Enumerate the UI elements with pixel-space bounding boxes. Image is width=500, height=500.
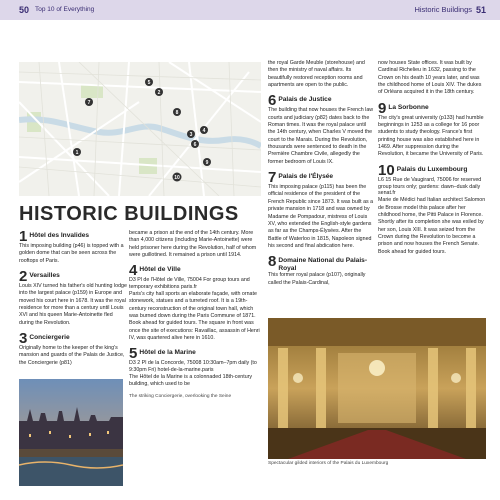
entry-title: Versailles xyxy=(29,272,60,280)
map-marker-2 xyxy=(155,88,163,96)
entry-body: Louis XIV turned his father's old hunting lodge into the largest palace (p159) in Europe and moved his court here in 1678. It was the royal residence for more than a century until Louis XVI and his queen Marie-Antoinette fled during the Revolution. xyxy=(19,283,127,326)
map-marker-9 xyxy=(203,158,211,166)
entry-2 xyxy=(19,270,127,327)
entry-number: 2 xyxy=(19,268,28,286)
continuation-8: now houses State offices. It was built by Cardinal Richelieu in 1632, passing to the Crown on his death 10 years later, and was the childhood home of Louis XIV. The dukes of Orléans acquired it in the 18th century. xyxy=(378,60,482,96)
luxembourg-caption: Spectacular gilded interiors of the Palais du Luxembourg xyxy=(268,461,389,466)
svg-text:8: 8 xyxy=(175,109,179,116)
map-marker-1 xyxy=(73,148,81,156)
svg-text:6: 6 xyxy=(193,141,197,148)
right-running-title: Historic Buildings xyxy=(414,5,472,14)
entry-body: This imposing palace (p115) has been the official residence of the president of the French Republic since 1873. It was built as a private mansion in 1718 and was owned by Madame de Pompadour, mistress of Louis XV, who extended the English-style gardens as far as the Champs-Élysées. After the Battle of Waterloo in 1815, Napoleon signed his second and final abdication here. xyxy=(268,184,374,249)
entry-body: This former royal palace (p107), originally called the Palais-Cardinal, xyxy=(268,272,366,286)
map-marker-8 xyxy=(173,108,181,116)
entry-body: Originally home to the keeper of the king's mansion and guards of the Palais de Justice, the Conciergerie (p81) xyxy=(19,345,125,366)
entry-title: Hôtel de la Marine xyxy=(139,349,196,357)
entry-info: D3 2 Pl de la Concorde, 75008 10:30am–7pm daily (to 9:30pm Fri) hotel-de-la-marine.paris xyxy=(129,360,257,374)
entry-body: The Hôtel de la Marine is a colonnaded 18th-century building, which used to be xyxy=(129,373,253,388)
entry-number: 8 xyxy=(268,253,277,271)
svg-text:7: 7 xyxy=(87,99,91,106)
map-marker-7 xyxy=(85,98,93,106)
map-marker-5 xyxy=(145,78,153,86)
entry-8 xyxy=(268,255,374,287)
entry-1 xyxy=(19,230,127,265)
entry-title: Hôtel des Invalides xyxy=(29,232,90,239)
map-marker-6 xyxy=(191,140,199,148)
luxembourg-photo xyxy=(268,318,486,459)
entry-title: Conciergerie xyxy=(29,334,70,342)
left-running-title: Top 10 of Everything xyxy=(35,6,95,13)
entry-body: The building that now houses the French law courts and judiciary (p82) dates back to the Roman times. It was the royal palace until the 14th century, when Charles V moved the court to the Marais. During the Revolution, thousands were sentenced to death in the Première Chambre Civile, allegedly the former bedroom of Louis IX. xyxy=(268,107,374,165)
map-marker-10 xyxy=(173,173,182,182)
conciergerie-caption: The striking Conciergerie, overlooking the Seine xyxy=(129,393,232,399)
entry-7 xyxy=(268,171,374,250)
right-page-number: 51 xyxy=(475,5,486,15)
entry-number: 4 xyxy=(129,262,138,280)
map-marker-3 xyxy=(187,130,195,138)
conciergerie-photo xyxy=(19,379,123,486)
svg-text:5: 5 xyxy=(147,79,151,86)
continuation-5: the royal Garde Meuble (storehouse) and then the ministry of naval affairs. Its beautifully restored reception rooms and apartments are open to the public. xyxy=(268,60,365,89)
entry-body: The city's great university (p133) had humble beginnings in 1253 as a college for 16 poor students to study theology. France's first printing house was also established here in 1469. After suppression during the Revolution, it became the University of Paris. xyxy=(378,114,484,158)
column-4 xyxy=(378,60,486,261)
location-map xyxy=(19,62,261,196)
svg-text:4: 4 xyxy=(202,127,206,134)
entry-3 xyxy=(19,332,127,367)
entry-title: Hôtel de Ville xyxy=(139,266,181,274)
page-header xyxy=(0,0,500,20)
entry-body: This imposing building (p46) is topped with a golden dome that can be seen across the rooftops of Paris. xyxy=(19,243,124,264)
entry-title: Domaine National du Palais-Royal xyxy=(278,257,368,272)
svg-text:2: 2 xyxy=(157,89,161,96)
svg-text:1: 1 xyxy=(75,149,79,156)
entry-number: 7 xyxy=(268,169,277,187)
entry-body: Marie de Médici had Italian architect Salomon de Brosse model this palace after her childhood home, the Pitti Palace in Florence. Shortly after its completion she was exiled by her son, Louis XIII. It was seized from the Crown during the Revolution to become a prison and now houses the French Senate. Book ahead for guided tours. xyxy=(378,197,486,255)
entry-title: Palais de Justice xyxy=(278,96,332,104)
entry-title: Palais du Luxembourg xyxy=(396,165,468,173)
entry-10 xyxy=(378,161,486,256)
entry-title: Palais de l'Élysée xyxy=(278,173,334,181)
section-title: HISTORIC BUILDINGS xyxy=(19,203,239,225)
entry-5 xyxy=(129,347,261,388)
svg-text:10: 10 xyxy=(174,174,180,181)
svg-text:9: 9 xyxy=(205,159,209,166)
entry-info: D3 Pl de l'Hôtel de Ville, 75004 For group tours and temporary exhibitions paris.fr xyxy=(129,277,250,291)
continuation-3: became a prison at the end of the 14th century. More than 4,000 citizens (including Marie-Antoinette) were held prisoner here during the Revolution, half of whom were guillotined. It remained a prison until 1914. xyxy=(129,230,257,259)
left-page-number: 50 xyxy=(19,5,30,15)
entry-number: 9 xyxy=(378,99,387,117)
column-3 xyxy=(268,60,374,292)
map-graphic xyxy=(19,62,261,196)
entry-9 xyxy=(378,99,486,159)
entry-6 xyxy=(268,94,374,166)
column-1 xyxy=(19,230,127,372)
entry-number: 5 xyxy=(129,345,138,363)
entry-number: 3 xyxy=(19,330,28,348)
entry-title: La Sorbonne xyxy=(388,103,429,111)
entry-number: 6 xyxy=(268,92,277,110)
entry-number: 1 xyxy=(19,228,28,245)
entry-body: Paris's city hall sports an elaborate façade, with ornate stonework, statues and a turreted roof. It is a 19th-century reconstruction of the original town hall, which was burned down during the Paris Commune of 1871. Book ahead for guided tours. The square in front was once the site of executions: Ravaillac, assassin of Henri IV, was quartered alive here in 1610. xyxy=(129,290,260,342)
column-2 xyxy=(129,230,261,400)
entry-4 xyxy=(129,264,261,342)
svg-text:3: 3 xyxy=(189,131,193,138)
entry-number: 10 xyxy=(378,161,395,179)
entry-info: L6 15 Rue de Vaugirard, 75006 for reserved group tours only; gardens: dawn–dusk daily senat.fr xyxy=(378,176,482,197)
map-marker-4 xyxy=(200,126,208,134)
